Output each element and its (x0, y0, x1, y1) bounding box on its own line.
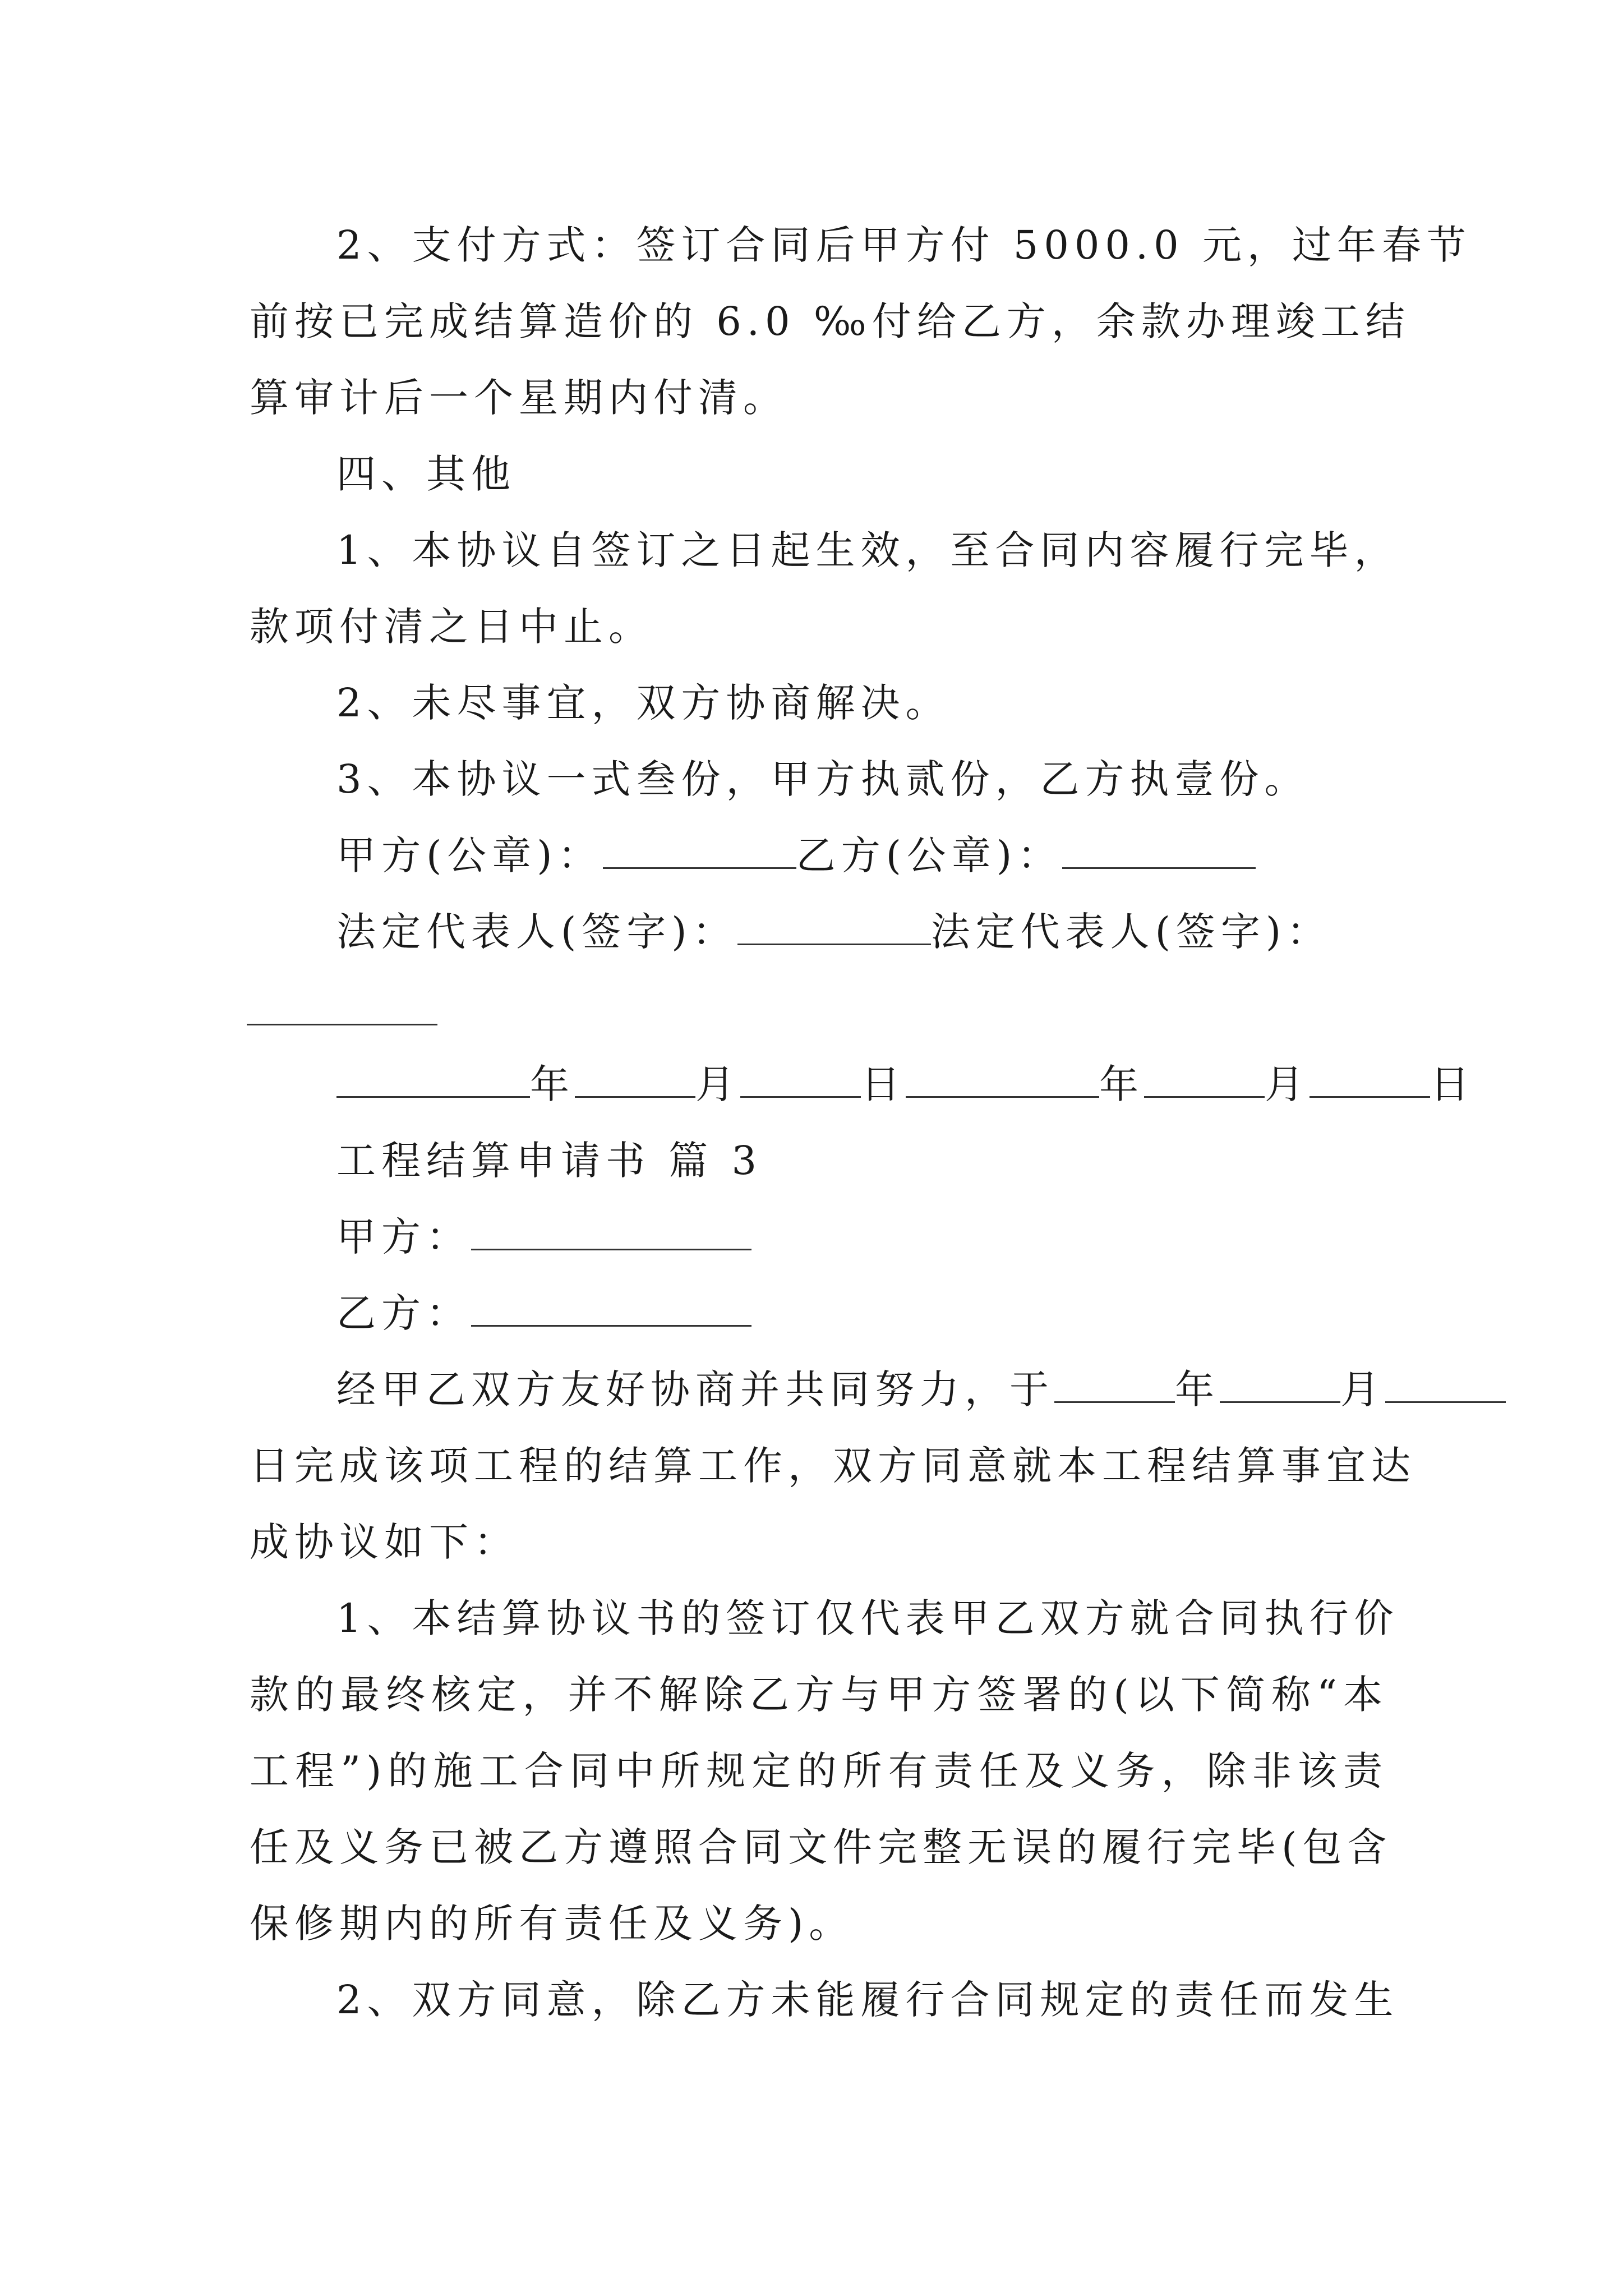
party-a-rep-blank (737, 910, 931, 945)
party-a-row (336, 1212, 1388, 1262)
payment-line-1: 2、支付方式：签订合同后甲方付 5000.0 元，过年春节 (336, 222, 1472, 268)
intro-text: 经甲乙双方友好协商并共同努力，于 (336, 1366, 1054, 1412)
clause-2-line-1: 2、双方同意，除乙方未能履行合同规定的责任而发生 (336, 1977, 1399, 2023)
seal-signature-row (336, 830, 1388, 881)
intro-line-3: 成协议如下： (250, 1519, 519, 1565)
date-year-b: 年 (1099, 1061, 1144, 1107)
date-month-b: 月 (1265, 1061, 1310, 1107)
party-a-blank (471, 1215, 751, 1250)
date-year-a: 年 (530, 1061, 575, 1107)
payment-line-2: 前按已完成结算造价的 6.0 ‰付给乙方，余款办理竣工结 (250, 298, 1410, 344)
section-4-title: 四、其他 (336, 451, 516, 497)
payment-line-3: 算审计后一个星期内付清。 (250, 375, 788, 421)
party-b-label: 乙方： (336, 1290, 471, 1336)
intro-day-blank (1385, 1368, 1506, 1403)
party-b-rep-blank (247, 1024, 437, 1025)
date-month-a: 月 (695, 1061, 740, 1107)
item-3: 3、本协议一式叁份，甲方执贰份，乙方执壹份。 (336, 756, 1310, 802)
date-day-blank-a (740, 1062, 861, 1098)
intro-year: 年 (1175, 1366, 1220, 1412)
clause-1-line-1: 1、本结算协议书的签订仅代表甲乙双方就合同执行价 (336, 1595, 1399, 1641)
intro-line-2: 日完成该项工程的结算工作，双方同意就本工程结算事宜达 (250, 1443, 1416, 1489)
party-a-rep-label: 法定代表人(签字)： (336, 909, 737, 955)
date-year-blank-b (906, 1062, 1099, 1098)
date-month-blank-a (575, 1062, 695, 1098)
date-month-blank-b (1144, 1062, 1265, 1098)
party-b-blank (471, 1291, 751, 1327)
party-b-seal-blank (1062, 834, 1256, 869)
item-1-line-2: 款项付清之日中止。 (250, 604, 653, 650)
party-b-seal-label: 乙方(公章)： (796, 832, 1063, 878)
date-day-b: 日 (1430, 1061, 1475, 1107)
date-day-a: 日 (861, 1061, 906, 1107)
intro-month: 月 (1340, 1366, 1385, 1412)
clause-1-line-4: 任及义务已被乙方遵照合同文件完整无误的履行完毕(包含 (250, 1824, 1393, 1870)
clause-1-line-3: 工程”)的施工合同中所规定的所有责任及义务，除非该责 (250, 1748, 1388, 1794)
party-a-seal-blank (603, 834, 796, 869)
item-2: 2、未尽事宜，双方协商解决。 (336, 680, 951, 726)
intro-month-blank (1220, 1368, 1340, 1403)
intro-line-1 (336, 1364, 1388, 1415)
clause-1-line-2: 款的最终核定，并不解除乙方与甲方签署的(以下简称“本 (250, 1672, 1388, 1718)
representative-signature-row (336, 907, 1388, 957)
party-b-rep-label: 法定代表人(签字)： (930, 909, 1332, 955)
clause-1-line-5: 保修期内的所有责任及义务)。 (250, 1901, 854, 1947)
date-row (336, 1059, 1475, 1110)
item-1-line-1: 1、本协议自签订之日起生效，至合同内容履行完毕， (336, 527, 1399, 573)
party-b-row (336, 1288, 1388, 1338)
intro-year-blank (1054, 1368, 1175, 1403)
date-day-blank-b (1310, 1062, 1430, 1098)
date-year-blank-a (336, 1062, 530, 1098)
party-a-label: 甲方： (336, 1214, 471, 1260)
party-a-seal-label: 甲方(公章)： (336, 832, 603, 878)
section-3-title: 工程结算申请书 篇 3 (336, 1138, 763, 1184)
